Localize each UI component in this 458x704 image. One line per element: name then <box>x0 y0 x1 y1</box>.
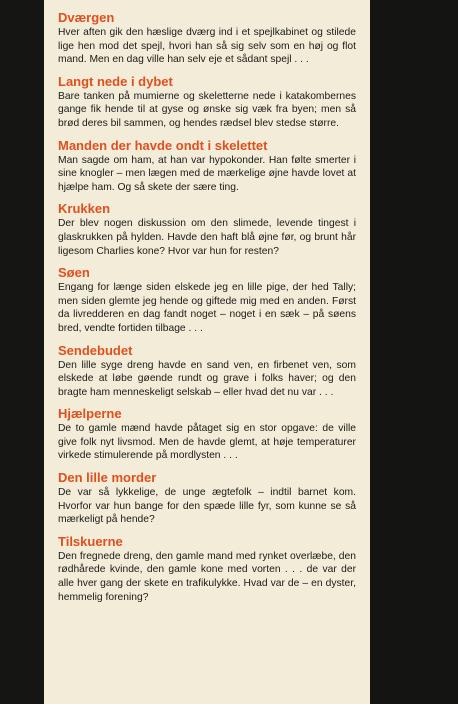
story-entry-langt-nede-i-dybet <box>58 74 356 131</box>
story-title: Manden der havde ondt i skelettet <box>58 137 268 153</box>
story-blurb: Der blev nogen diskussion om den slimede, levende tingest i glaskrukken på hylden. Havde den haft blå øjne før, og brunt hår ligesom Charlies kone? Hvor var hun for resten? <box>58 218 356 257</box>
story-entry-sendebudet <box>58 343 356 400</box>
story-blurb: Engang for længe siden elskede jeg en lille pige, der hed Tally; men siden glemte jeg hende og giftede mig med en anden. Først da livredderen en dag fandt noget – noget i en sæk – på søens bred, vendte fortiden tilbage . . . <box>58 282 356 334</box>
story-title: Sendebudet <box>58 342 133 358</box>
story-entry-hjaelperne <box>58 406 356 463</box>
story-title: Den lille morder <box>58 470 157 486</box>
story-blurb: Den lille syge dreng havde en sand ven, en firbenet ven, som elskede at løbe gøende rundt og grave i folks haver; og den bragte ham menneskeligt selskab – eller hvad det nu var . . . <box>58 359 356 398</box>
story-entry-dvaergen <box>58 10 356 67</box>
story-title: Tilskuerne <box>58 533 123 549</box>
story-title: Hjælperne <box>58 406 122 422</box>
story-entry-den-lille-morder <box>58 470 356 527</box>
story-title: Søen <box>58 265 90 281</box>
story-entry-soeen <box>58 265 356 335</box>
cover-edge-left <box>0 0 44 704</box>
story-blurb: De var så lykkelige, de unge ægtefolk – indtil barnet kom. Hvorfor var hun bange for den spæde lille fyr, som kunne se så mærkeligt på hende? <box>58 487 356 526</box>
back-cover-text-panel <box>44 0 370 704</box>
story-title: Dværgen <box>58 10 115 25</box>
story-blurb: De to gamle mænd havde påtaget sig en stor opgave: de ville give folk nyt livsmod. Men de havde glemt, at høje temperaturer virkede stimulerende på mordlysten . . . <box>58 423 356 462</box>
story-entry-manden-der-havde-ondt-i-skelettet <box>58 138 356 195</box>
story-blurb: Den fregnede dreng, den gamle mand med rynket overlæbe, den rødhårede kvinde, den gamle kone med vorten . . . de var der alle hver gang der skete en trafikulykke. Hvad var de – en dyster, hemmelig forening? <box>58 550 356 603</box>
story-entry-tilskuerne <box>58 534 356 604</box>
cover-edge-right <box>370 0 458 704</box>
story-blurb: Bare tanken på mumierne og skeletterne nede i katakombernes gange fik hende til at gyse og ønske sig væk fra byen; men så brød deres bil sammen, og hendes rædsel blev stedse større. <box>58 90 356 129</box>
story-entry-krukken <box>58 201 356 258</box>
story-blurb: Hver aften gik den hæslige dværg ind i et spejlkabinet og stilede lige hen mod det spejl, hvori han så sig selv som en høj og flot mand. Men en dag ville han selv eje et sådant spejl . . . <box>58 27 356 66</box>
story-title: Langt nede i dybet <box>58 73 173 89</box>
story-title: Krukken <box>58 201 111 217</box>
story-blurb: Man sagde om ham, at han var hypokonder. Han følte smerter i sine knogler – men lægen med de mærkelige øjne havde lovet at hjælpe ham. Og så skete der sære ting. <box>58 154 356 193</box>
